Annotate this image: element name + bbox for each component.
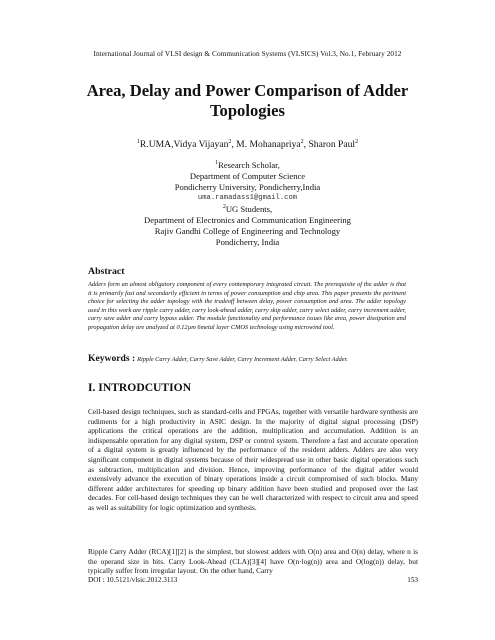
affiliations (0, 160, 495, 248)
author-4: , Sharon Paul (303, 139, 356, 150)
paper-title (40, 81, 455, 121)
author-3: , M. Mohanapriya (231, 139, 301, 150)
title-line-1: Area, Delay and Power Comparison of Adder (86, 81, 409, 100)
affil-dept-2: Department of Electronics and Communication Engineering (144, 215, 351, 225)
author-1-sup: 1 (136, 138, 140, 145)
keywords-label: Keywords : (88, 353, 136, 364)
author-email: uma.ramadass1@gmail.com (197, 194, 298, 202)
doi: DOI : 10.5121/vlsic.2012.3113 (88, 576, 178, 584)
intro-paragraph-2: Ripple Carry Adder (RCA)[1][2] is the simplest, but slowest adders with O(n) area and O(n) delay, where n is the operand size in bits. Carry Look-Ahead (CLA)[3][4] have O(n·log(n)) area and O(log(n)) delay, but typically suffer from irregular layout. On the other hand, Carry (88, 547, 418, 576)
author-2: Vidya Vijayan (173, 139, 229, 150)
keywords-text: Ripple Carry Adder, Carry Save Adder, Carry Increment Adder, Carry Select Adder. (137, 356, 348, 363)
affil-role-2: $^2$UG Students, (222, 204, 273, 214)
author-1: R.UMA, (139, 139, 174, 150)
title-line-2: Topologies (209, 101, 285, 120)
affil-sup-1: 1 (215, 160, 219, 167)
affil-role-1: $^1$Research Scholar, (215, 160, 280, 170)
affil-college-2: Rajiv Gandhi College of Engineering and Technology (154, 226, 341, 236)
author-list (0, 139, 495, 150)
intro-paragraph-1: Cell-based design techniques, such as standard-cells and FPGAs, together with versatile hardware synthesis are rudiments for a high productivity in ASIC design. In the majority of digital signal processing (DSP) applications the critical operations are the addition, multiplication and accumulation. Addition is an indispensable operation for any digital system, DSP or control system. Therefore a fast and accurate operation of a digital system is greatly influenced by the performance of the resident adders. Adders are also very significant component in digital systems because of their widespread use in other basic digital operations such as subtraction, multiplication and division. Hence, improving performance of the digital adder would extensively advance the execution of binary operations inside a circuit compromised of such blocks. Many different adder architectures for speeding up binary addition have been studied and proposed over the last decades. For cell-based design techniques they can be well characterized with respect to circuit area and speed as well as suitability for logic optimization and synthesis. (88, 407, 418, 512)
affil-dept-1: Department of Computer Science (189, 171, 306, 181)
keywords (88, 353, 418, 364)
author-3-sup: 2 (300, 138, 304, 145)
affil-city-2: Pondicherry, India (215, 237, 280, 247)
section-heading-introduction: I. INTRODCUTION (88, 381, 192, 394)
abstract-text: Adders form an almost obligatory component of every contemporary integrated circuit. The prerequisite of the adder is that it is primarily fast and secondarily efficient in terms of power consumption and chip area. This paper presents the pertinent choice for selecting the adder topology with the tradeoff between delay, power consumption and area. The adder topology used in this work are ripple carry adder, carry look-ahead adder, carry skip adder, carry select adder, carry increment adder, carry save adder and carry bypass adder. The module functionality and performance issues like area, power dissipation and propagation delay are analyzed at 0.12µm 6metal layer CMOS technology using microwind tool. (88, 281, 406, 331)
abstract-heading: Abstract (88, 266, 125, 277)
affil-univ-1: Pondicherry University, Pondicherry,India (174, 182, 321, 192)
page-number: 153 (407, 576, 418, 584)
author-2-sup: 2 (228, 138, 232, 145)
author-4-sup: 2 (355, 138, 359, 145)
affil-sup-2: 2 (222, 204, 226, 211)
journal-header: International Journal of VLSI design & Communication Systems (VLSICS) Vol.3, No.1, February 2012 (93, 49, 402, 58)
